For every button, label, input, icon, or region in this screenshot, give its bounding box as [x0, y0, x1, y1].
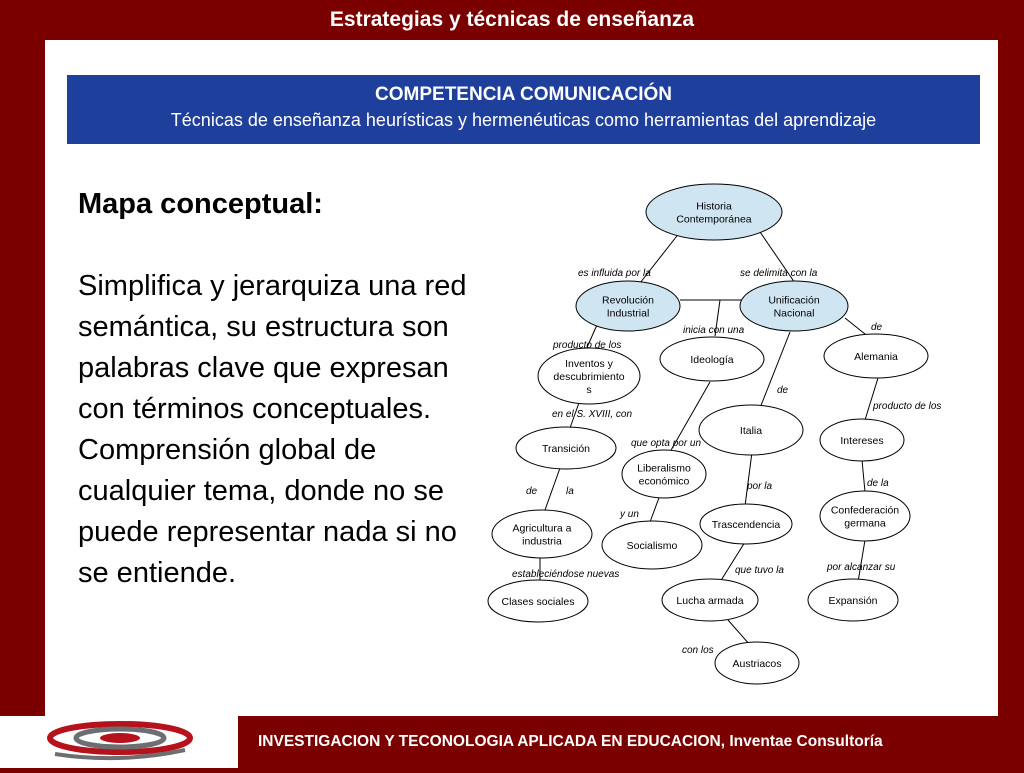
link-phrase: es influida por la: [578, 268, 651, 279]
link-phrase: de: [871, 322, 883, 333]
banner-title: COMPETENCIA COMUNICACIÓN: [375, 84, 672, 105]
inventae-logo: [0, 716, 238, 768]
concept-node-label: Industrial: [606, 307, 650, 320]
concept-node-label: Inventos y: [565, 358, 613, 370]
concept-node-label: Historia: [696, 200, 732, 213]
concept-node-label: Agricultura a: [512, 522, 572, 535]
link-phrase: por alcanzar su: [827, 562, 896, 573]
concept-node-label: industria: [522, 535, 562, 548]
concept-node-label: Italia: [739, 425, 763, 437]
concept-node-label: Unificación: [768, 294, 820, 307]
link-phrase: la: [566, 486, 574, 497]
concept-node-label: Confederación: [830, 504, 900, 517]
link-phrase: de la: [867, 478, 889, 489]
concept-node-label: Intereses: [840, 435, 884, 447]
concept-node-label: Nacional: [773, 307, 815, 320]
concept-node-label: Alemania: [854, 351, 898, 363]
concept-node-label: germana: [844, 517, 886, 530]
link-phrase: se delimita con la: [740, 268, 818, 279]
concept-node-label: Transición: [541, 443, 591, 455]
link-phrase: y un: [620, 509, 639, 520]
link-phrase: producto de los: [873, 401, 942, 412]
link-phrase: producto de los: [553, 340, 622, 351]
concept-node-label: Socialismo: [626, 540, 678, 552]
concept-node-label: Lucha armada: [676, 595, 744, 607]
banner-subtitle: Técnicas de enseñanza heurísticas y hermenéuticas como herramientas del aprendizaje: [170, 110, 877, 130]
link-phrase: estableciéndose nuevas: [512, 569, 620, 580]
link-phrase: con los: [682, 645, 714, 656]
concept-node-label: Liberalismo: [637, 462, 691, 475]
map-nodes: [488, 184, 941, 684]
concept-node-label: s: [586, 384, 592, 396]
concept-node-label: Austriacos: [732, 658, 782, 670]
concept-node-label: Clases sociales: [501, 596, 575, 608]
presentation-title: Estrategias y técnicas de enseñanza: [329, 8, 695, 31]
link-phrase: que opta por un: [631, 438, 702, 449]
link-phrase: en el S. XVIII, con: [552, 409, 633, 420]
section-heading: Mapa conceptual:: [78, 188, 323, 220]
link-phrase: inicia con una: [683, 325, 745, 336]
concept-node-label: Expansión: [828, 595, 878, 607]
link-phrase: de: [526, 486, 538, 497]
link-phrase: que tuvo la: [735, 565, 784, 576]
concept-node-label: Trascendencia: [711, 519, 781, 531]
concept-node-label: Contemporánea: [676, 213, 752, 226]
concept-node-label: económico: [638, 475, 690, 488]
concept-node-label: Revolución: [602, 294, 654, 307]
concept-node-label: descubrimiento: [553, 371, 625, 383]
concept-node-label: Ideología: [690, 354, 734, 366]
definition-text: Simplifica y jerarquiza una red semántica, su estructura son palabras clave que expresan con términos conceptuales. Comprensión global de cualquier tema, donde no se puede representar nada si no se entiende.: [78, 270, 467, 589]
link-phrase: por la: [747, 481, 773, 492]
footer-text: INVESTIGACION Y TECONOLOGIA APLICADA EN EDUCACION, Inventae Consultoría: [258, 733, 883, 750]
footer-logo-area: [0, 716, 238, 768]
link-phrase: de: [777, 385, 789, 396]
